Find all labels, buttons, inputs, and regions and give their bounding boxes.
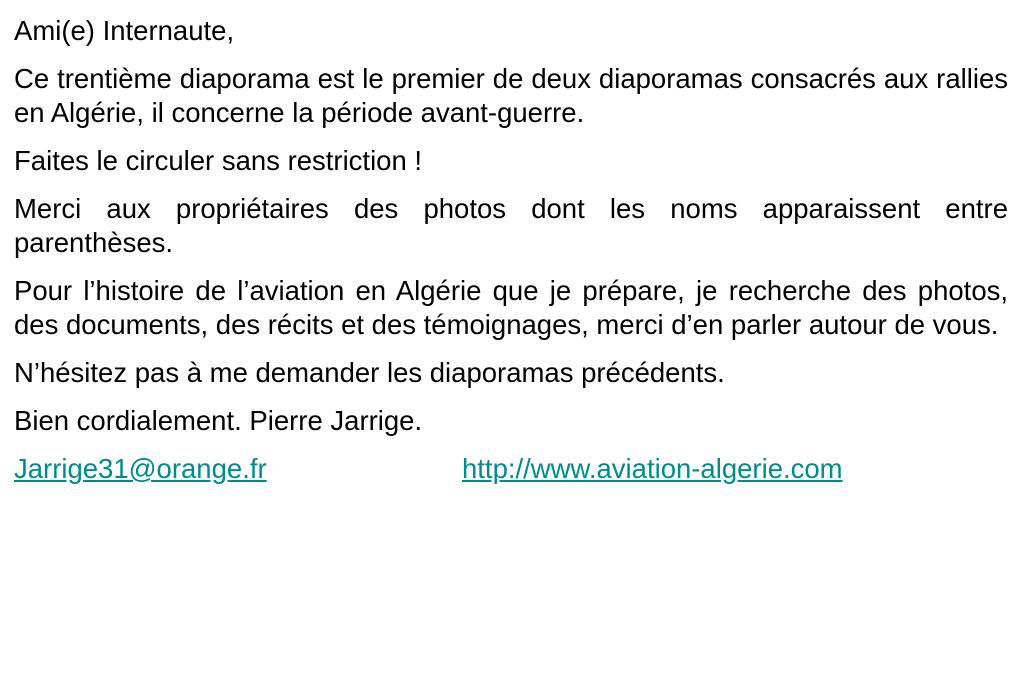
- paragraph-research: Pour l’histoire de l’aviation en Algérie que je prépare, je recherche des photos, des documents, des récits et des témoignages, merci d’en parler autour de vous.: [14, 275, 1008, 340]
- paragraph-share: Faites le circuler sans restriction !: [14, 145, 423, 176]
- paragraph-previous: N’hésitez pas à me demander les diaporamas précédents.: [14, 357, 725, 388]
- website-link[interactable]: http://www.aviation-algerie.com: [462, 453, 843, 484]
- paragraph-intro: Ce trentième diaporama est le premier de deux diaporamas consacrés aux rallies en Algérie, il concerne la période avant-guerre.: [14, 63, 1008, 128]
- greeting: Ami(e) Internaute,: [14, 15, 235, 46]
- paragraph-thanks: Merci aux propriétaires des photos dont les noms apparaissent entre parenthèses.: [14, 193, 1008, 258]
- signature: Bien cordialement. Pierre Jarrige.: [14, 405, 423, 436]
- contact-links: [14, 452, 1008, 486]
- slide-content: [14, 14, 1008, 486]
- email-link[interactable]: Jarrige31@orange.fr: [14, 453, 267, 484]
